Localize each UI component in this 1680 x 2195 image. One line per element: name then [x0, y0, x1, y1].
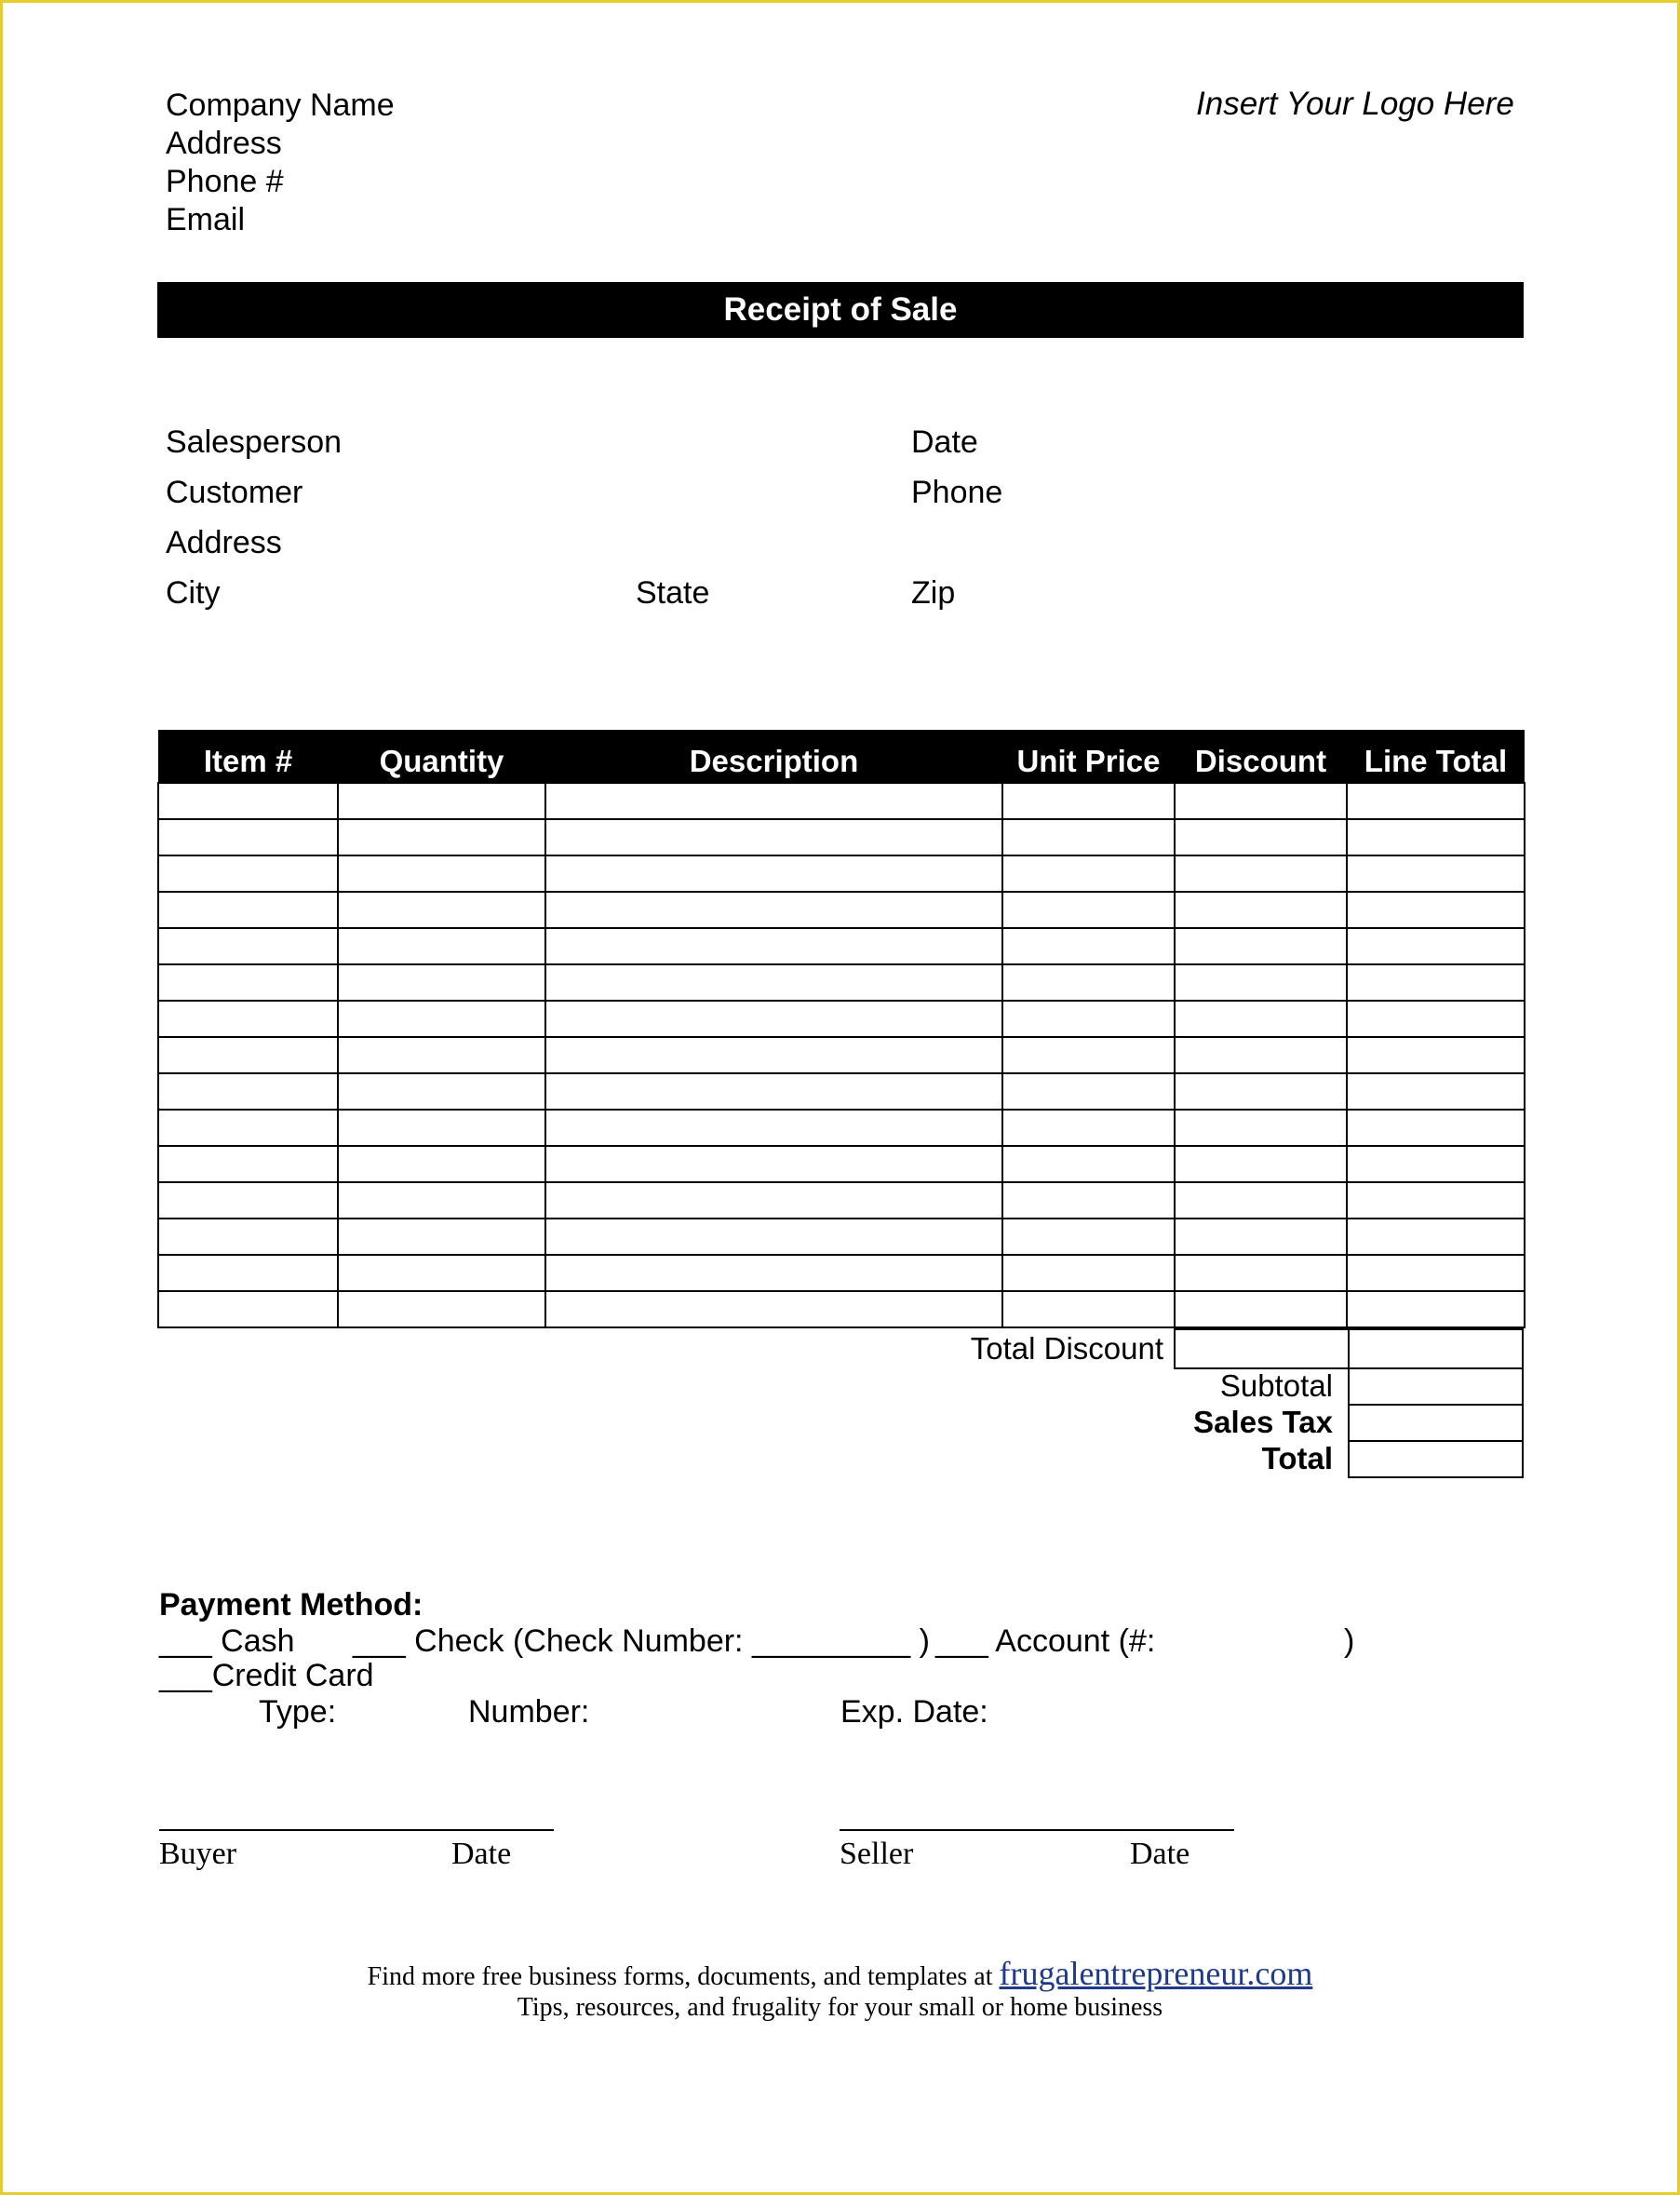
table-cell[interactable] [1002, 1037, 1175, 1073]
table-cell[interactable] [545, 1219, 1002, 1255]
table-cell[interactable] [1175, 928, 1347, 964]
company-name: Company Name [166, 88, 395, 123]
table-cell[interactable] [338, 819, 545, 855]
table-cell[interactable] [545, 892, 1002, 928]
sales-tax-label: Sales Tax [1193, 1405, 1333, 1439]
table-row [158, 855, 1525, 892]
table-cell[interactable] [338, 892, 545, 928]
table-row [158, 1073, 1525, 1110]
column-header-description: Description [545, 730, 1002, 783]
salesperson-label: Salesperson [166, 424, 343, 460]
table-cell[interactable] [1175, 892, 1347, 928]
table-cell[interactable] [1347, 1110, 1525, 1146]
buyer-label: Buyer [159, 1837, 237, 1871]
table-cell[interactable] [338, 1182, 545, 1219]
table-row [158, 1146, 1525, 1182]
table-cell[interactable] [545, 1182, 1002, 1219]
table-cell[interactable] [1347, 1291, 1525, 1327]
company-address: Address [166, 126, 282, 161]
table-cell[interactable] [158, 1037, 338, 1073]
receipt-title: Receipt of Sale [723, 291, 958, 328]
table-cell[interactable] [1175, 1219, 1347, 1255]
column-header-item-number: Item # [158, 730, 338, 783]
subtotal-label: Subtotal [1219, 1368, 1333, 1403]
credit-card-number-label: Number: [468, 1694, 590, 1730]
footer-promo-text: Find more free business forms, documents, and templates at [367, 1962, 993, 1991]
table-cell[interactable] [1175, 1037, 1347, 1073]
column-header-line-total: Line Total [1347, 730, 1525, 783]
table-cell[interactable] [158, 1182, 338, 1219]
table-cell[interactable] [158, 819, 338, 855]
table-cell[interactable] [545, 1073, 1002, 1110]
table-cell[interactable] [1175, 855, 1347, 892]
phone-label: Phone [911, 475, 1003, 510]
table-row [158, 892, 1525, 928]
payment-check-option[interactable]: ___ Check (Check Number: _________ ) [353, 1623, 930, 1659]
table-cell[interactable] [338, 1001, 545, 1037]
table-cell[interactable] [158, 1255, 338, 1291]
zip-label: Zip [911, 575, 956, 611]
table-cell[interactable] [1347, 1182, 1525, 1219]
table-cell[interactable] [1347, 1255, 1525, 1291]
table-cell[interactable] [338, 928, 545, 964]
table-cell[interactable] [545, 855, 1002, 892]
table-cell[interactable] [1347, 1073, 1525, 1110]
table-cell[interactable] [338, 1110, 545, 1146]
table-cell[interactable] [1175, 1182, 1347, 1219]
logo-placeholder: Insert Your Logo Here [1196, 86, 1514, 122]
table-cell[interactable] [1347, 1001, 1525, 1037]
date-label: Date [911, 424, 978, 460]
table-cell[interactable] [338, 1219, 545, 1255]
credit-card-exp-date-label: Exp. Date: [840, 1694, 988, 1730]
table-row [158, 1037, 1525, 1073]
table-cell[interactable] [1002, 1146, 1175, 1182]
table-cell[interactable] [1347, 783, 1525, 819]
footer-promo [3, 1954, 1677, 1993]
table-cell[interactable] [1175, 783, 1347, 819]
table-cell[interactable] [1002, 819, 1175, 855]
table-cell[interactable] [338, 1291, 545, 1327]
table-cell[interactable] [545, 1037, 1002, 1073]
table-cell[interactable] [1002, 1001, 1175, 1037]
total-box[interactable] [1348, 1440, 1524, 1478]
table-row [158, 1219, 1525, 1255]
seller-date-label: Date [1130, 1837, 1190, 1871]
table-cell[interactable] [1002, 1110, 1175, 1146]
buyer-signature-line[interactable] [159, 1829, 554, 1831]
table-cell[interactable] [1175, 964, 1347, 1001]
table-row [158, 1291, 1525, 1327]
table-cell[interactable] [338, 1146, 545, 1182]
total-discount-box[interactable] [1174, 1328, 1350, 1369]
payment-account-close: ) [1344, 1623, 1355, 1659]
state-label: State [636, 575, 710, 611]
table-cell[interactable] [545, 964, 1002, 1001]
table-cell[interactable] [1002, 855, 1175, 892]
items-header-row [158, 730, 1525, 783]
company-info [166, 87, 395, 239]
footer-tagline: Tips, resources, and frugality for your small or home business [517, 1993, 1163, 2022]
table-cell[interactable] [545, 1001, 1002, 1037]
table-cell[interactable] [158, 855, 338, 892]
subtotal-box[interactable] [1348, 1367, 1524, 1406]
table-row [158, 1110, 1525, 1146]
table-cell[interactable] [338, 1073, 545, 1110]
credit-card-type-label: Type: [259, 1694, 337, 1730]
table-cell[interactable] [1175, 1001, 1347, 1037]
table-row [158, 783, 1525, 819]
table-cell[interactable] [1347, 855, 1525, 892]
column-header-unit-price: Unit Price [1002, 730, 1175, 783]
table-cell[interactable] [158, 1001, 338, 1037]
table-cell[interactable] [545, 1146, 1002, 1182]
table-row [158, 1001, 1525, 1037]
table-cell[interactable] [1175, 819, 1347, 855]
table-cell[interactable] [338, 1037, 545, 1073]
table-cell[interactable] [158, 1073, 338, 1110]
table-row [158, 1182, 1525, 1219]
table-cell[interactable] [1002, 892, 1175, 928]
table-cell[interactable] [158, 928, 338, 964]
seller-signature-line[interactable] [840, 1829, 1234, 1831]
table-cell[interactable] [1175, 1291, 1347, 1327]
company-phone: Phone # [166, 164, 284, 199]
table-cell[interactable] [1347, 964, 1525, 1001]
table-cell[interactable] [545, 1291, 1002, 1327]
footer-website-link[interactable]: frugalentrepreneur.com [999, 1955, 1313, 1992]
column-header-discount: Discount [1175, 730, 1347, 783]
table-row [158, 964, 1525, 1001]
table-cell[interactable] [545, 1255, 1002, 1291]
table-cell[interactable] [545, 1110, 1002, 1146]
table-cell[interactable] [1002, 1291, 1175, 1327]
table-cell[interactable] [1347, 819, 1525, 855]
table-cell[interactable] [1175, 1146, 1347, 1182]
column-header-quantity: Quantity [338, 730, 545, 783]
table-cell[interactable] [158, 1146, 338, 1182]
table-row [158, 928, 1525, 964]
table-cell[interactable] [1175, 1255, 1347, 1291]
table-cell[interactable] [158, 1110, 338, 1146]
payment-credit-card-option[interactable]: ___Credit Card [159, 1658, 374, 1693]
table-cell[interactable] [338, 964, 545, 1001]
table-cell[interactable] [338, 1255, 545, 1291]
city-label: City [166, 575, 221, 611]
items-table [157, 730, 1525, 1328]
table-cell[interactable] [338, 855, 545, 892]
customer-label: Customer [166, 475, 303, 510]
address-label: Address [166, 525, 282, 560]
sales-tax-box[interactable] [1348, 1404, 1524, 1442]
table-cell[interactable] [1002, 1219, 1175, 1255]
table-cell[interactable] [158, 964, 338, 1001]
receipt-page [3, 3, 1677, 2192]
table-cell[interactable] [1002, 1073, 1175, 1110]
table-cell[interactable] [1347, 1219, 1525, 1255]
table-cell[interactable] [1002, 783, 1175, 819]
table-cell[interactable] [1347, 1037, 1525, 1073]
table-cell[interactable] [1347, 928, 1525, 964]
receipt-title-bar [157, 282, 1524, 338]
total-discount-line-total-box[interactable] [1348, 1328, 1524, 1369]
table-cell[interactable] [158, 892, 338, 928]
table-cell[interactable] [158, 1219, 338, 1255]
table-cell[interactable] [158, 1291, 338, 1327]
buyer-date-label: Date [451, 1837, 512, 1871]
seller-label: Seller [840, 1837, 914, 1871]
table-cell[interactable] [1175, 1073, 1347, 1110]
table-row [158, 1255, 1525, 1291]
payment-account-option[interactable]: ___ Account (#: [935, 1623, 1156, 1659]
payment-method-heading: Payment Method: [159, 1587, 423, 1623]
table-cell[interactable] [1002, 1255, 1175, 1291]
table-cell[interactable] [545, 819, 1002, 855]
total-discount-label: Total Discount [970, 1331, 1163, 1366]
table-cell[interactable] [545, 928, 1002, 964]
payment-cash-option[interactable]: ___ Cash [159, 1623, 295, 1659]
table-cell[interactable] [1002, 1182, 1175, 1219]
company-email: Email [166, 202, 246, 237]
table-row [158, 819, 1525, 855]
table-cell[interactable] [338, 783, 545, 819]
table-cell[interactable] [1002, 964, 1175, 1001]
table-cell[interactable] [1347, 892, 1525, 928]
table-cell[interactable] [1347, 1146, 1525, 1182]
table-cell[interactable] [158, 783, 338, 819]
table-cell[interactable] [1175, 1110, 1347, 1146]
table-cell[interactable] [545, 783, 1002, 819]
total-label: Total [1261, 1441, 1333, 1475]
table-cell[interactable] [1002, 928, 1175, 964]
